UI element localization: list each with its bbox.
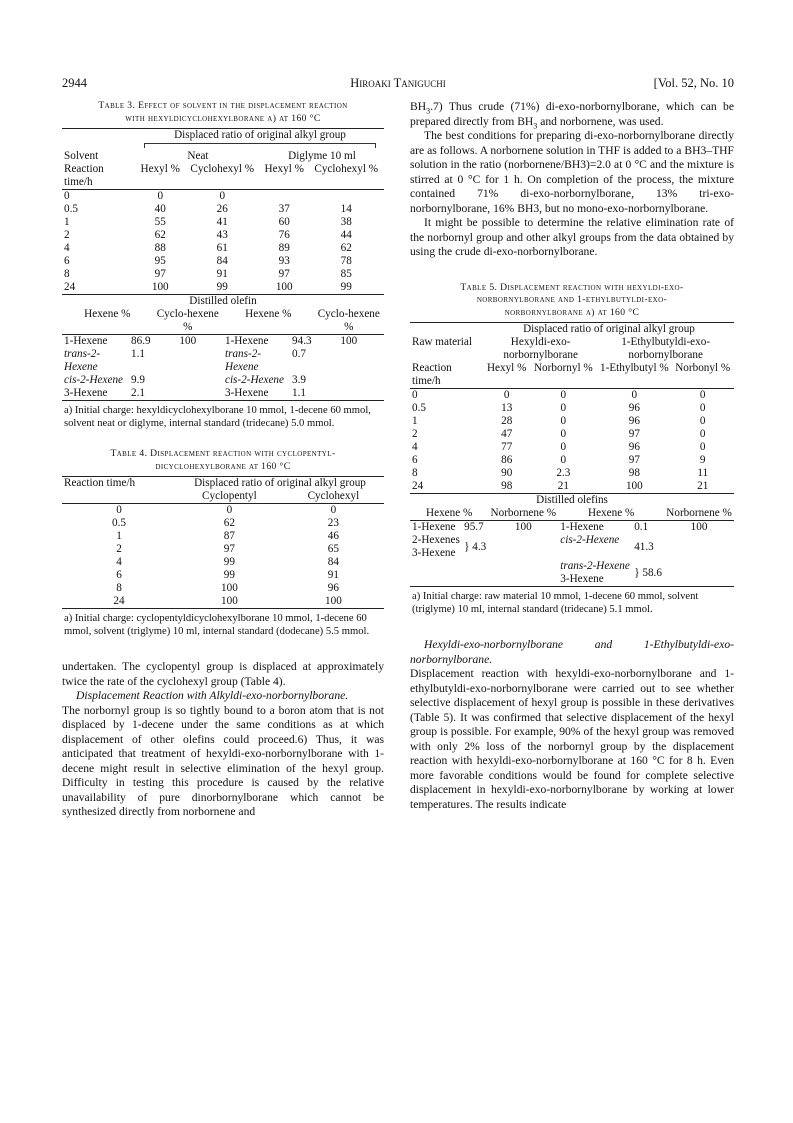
table-row: 8 100 96 bbox=[116, 582, 339, 595]
table-row: 2 97 65 bbox=[116, 543, 339, 556]
left-body-text bbox=[62, 660, 384, 820]
table-3 bbox=[62, 100, 384, 430]
table-row: 24 100 100 bbox=[62, 595, 384, 609]
table-5-caption: Table 5. Displacement reaction with hexyldi-exo- norbornylborane and 1-ethylbutyldi-exo- norbornylborane a) at 160 °C bbox=[460, 281, 684, 318]
paragraph: Displacement reaction with hexyldi-exo-norbornylborane and 1-ethylbutyldi-exo-norbornylborane were carried out to see whether selective displacement of hexyl group is possible in these derivatives (Table 5). It was confirmed that selective displacement of the hexyl group is possible. For example, 90% of the hexyl group was removed with only 2% loss of the norbornyl group by the displacement reaction with hexyldi-exo-norbornylborane at 160 °C for 8 h. Even more favorable conditions would be found for complete selective displacement in hexyldi-exo-norbornylborane by working at lower temperatures. The results indicate bbox=[410, 667, 734, 811]
table-3-footnote: a) Initial charge: hexyldicyclohexylborane 10 mmol, 1-decene 60 mmol, solvent neat or diglyme, internal standard (tridecane) 5.0 mmol. bbox=[64, 405, 371, 430]
table-4-group-header: Displaced ratio of original alkyl group bbox=[194, 477, 366, 490]
table-row: trans-2-Hexene 1.1 trans-2-Hexene 0.7 bbox=[64, 348, 306, 374]
table-row: 4 99 84 bbox=[116, 556, 339, 569]
table-5-group-header: Displaced ratio of original alkyl group bbox=[523, 323, 695, 336]
table-3-olefins: Distilled olefin Hexene % Cyclo-hexene % Hexene % Cyclo-hexene % 1-Hexene 86.9 100 1-Hexene 94.3 100 trans-2-Hexene 1.1 trans-2-Hexene 0.7 cis-2-Hexene 9.9 cis-2-Hexene 3.9 3-Hexene 2.1 3-Hexene 1.1 bbox=[62, 295, 384, 401]
table-3-caption: Table 3. Effect of solvent in the displacement reaction with hexyldicyclohexylborane a) at 160 °C bbox=[98, 100, 348, 124]
table-row: 6 99 91 bbox=[116, 569, 339, 582]
table-row: 6 95 84 93 78 bbox=[64, 255, 352, 268]
table-row: 0.5 40 26 37 14 bbox=[64, 203, 352, 216]
table-row: 3-Hexene 2.1 3-Hexene 1.1 bbox=[62, 387, 384, 401]
distilled-olefin-label: Distilled olefin bbox=[189, 295, 257, 308]
table-row: 1 87 46 bbox=[116, 530, 339, 543]
table-4-footnote: a) Initial charge: cyclopentyldicyclohexylborane 10 mmol, 1-decene 60 mmol, solvent (triglyme) 10 ml, internal standard (dodecane) 5.5 mmol. bbox=[64, 613, 370, 638]
table-row: 6 86 0 97 9 bbox=[412, 454, 706, 467]
table-5-grid: Displaced ratio of original alkyl group Raw material Hexyldi-exo-norbornylborane 1-Ethylbutyldi-exo-norbornylborane Reaction time/h Hexyl % Norbornyl % 1-Ethylbutyl % Norbonyl % 0 0 0 0 0 0.5 13 0 96 0 1 28 0 96 0 2 47 0 97 0 4 77 0 96 0 6 86 0 97 9 8 90 2.3 98 11 24 98 21 100 21 bbox=[410, 322, 734, 494]
distilled-olefins-label: Distilled olefins bbox=[536, 494, 608, 507]
table-row: 0.5 62 23 bbox=[112, 517, 339, 530]
paragraph: $BH_3.7$) Thus crude (71%) di-exo-norbornylborane, which can be prepared directly from $BH_3$ and norbornene, was used. bbox=[410, 100, 734, 130]
table-row: cis-2-Hexene 9.9 cis-2-Hexene 3.9 bbox=[64, 374, 306, 387]
paragraph: The norbornyl group is so tightly bound to a boron atom that is not displaced by 1-decene under the same conditions as at which displacement of other olefins could proceed.6) Thus, it was anticipated that treatment of hexyldi-exo-norbornylborane with 1-decene might result in selective elimination of the hexyl group. Difficulty in testing this procedure is caused by the relative unavailability of pure dinorbornylborane which cannot be synthesized directly from norbornene and bbox=[62, 703, 384, 819]
table-row: 1-Hexene 86.9 100 1-Hexene 94.3 100 bbox=[64, 335, 358, 348]
table-4-grid: Reaction time/h Displaced ratio of original alkyl group Cyclopentyl Cyclohexyl 0 0 0 0.5 62 23 1 87 46 2 97 65 4 99 84 6 99 91 8 100 96 24 100 100 bbox=[62, 476, 384, 609]
left-column bbox=[62, 100, 384, 820]
table-row: 0 0 0 0 0 bbox=[412, 389, 706, 402]
table-5 bbox=[410, 282, 734, 617]
paragraph: The best conditions for preparing di-exo-norbornylborane directly are as follows. A norbornene solution in THF is added to a BH3–THF solution in the ratio (norbornene/BH3)=2.0 at 0 °C and the mixture is stirred at 0 °C for 1 h. On completion of the process, the mixture contained 71% di-exo-norbornylborane, 13% tri-exo-norbornylborane, 16% BH3, but no mono-exo-norbornylborane. bbox=[410, 129, 734, 215]
table-row: trans-2-Hexene 3-Hexene } 58.6 bbox=[410, 560, 734, 587]
right-column bbox=[410, 100, 734, 812]
paragraph: undertaken. The cyclopentyl group is displaced at approximately twice the rate of the cyclohexyl group (Table 4). bbox=[62, 660, 384, 688]
table-row: 24 100 99 100 99 bbox=[62, 281, 384, 295]
table-row: 1 55 41 60 38 bbox=[64, 216, 352, 229]
table-row: 4 77 0 96 0 bbox=[412, 441, 706, 454]
table-row: 2 62 43 76 44 bbox=[64, 229, 352, 242]
volume-info: [Vol. 52, No. 10 bbox=[653, 76, 734, 90]
table-3-brace bbox=[144, 143, 376, 148]
running-author: Hiroaki Taniguchi bbox=[350, 76, 446, 90]
right-body-text-bottom bbox=[410, 638, 734, 812]
table-row: 0 0 0 bbox=[64, 190, 226, 203]
table-5-olefins: Distilled olefins Hexene % Norbornene % Hexene % Norbornene % 1-Hexene 95.7 100 1-Hexene 0.1 100 2-Hexenes 3-Hexene } 4.3 cis-2-Hexene 41.3 trans-2-Hexene 3-Hexene } 58.6 bbox=[410, 494, 734, 587]
table-row: 1 28 0 96 0 bbox=[412, 415, 706, 428]
table-3-group-header: Displaced ratio of original alkyl group bbox=[174, 129, 346, 142]
table-row: 4 88 61 89 62 bbox=[64, 242, 352, 255]
table-row: 8 90 2.3 98 11 bbox=[412, 467, 709, 480]
table-row: 0.5 13 0 96 0 bbox=[412, 402, 706, 415]
table-4-caption: Table 4. Displacement reaction with cyclopentyl- dicyclohexylborane at 160 °C bbox=[110, 448, 336, 472]
section-heading: Hexyldi-exo-norbornylborane and 1-Ethylbutyldi-exo-norbornylborane. bbox=[410, 638, 734, 666]
table-4 bbox=[62, 448, 384, 638]
section-heading: Displacement Reaction with Alkyldi-exo-norbornylborane. bbox=[76, 689, 349, 703]
table-5-footnote: a) Initial charge: raw material 10 mmol, 1-decene 60 mmol, solvent (triglyme) 10 ml, internal standard (tridecane) 5.1 mmol. bbox=[412, 591, 699, 616]
table-3-grid: Displaced ratio of original alkyl group Solvent Neat Diglyme 10 ml Reaction time/h Hexyl % Cyclohexyl % Hexyl % Cyclohexyl % 0 0 0 0.5 40 26 37 14 1 55 41 60 38 2 62 43 76 44 4 88 61 89 62 6 95 84 93 78 8 97 91 97 85 24 100 99 100 99 bbox=[62, 128, 384, 295]
table-row: 2 47 0 97 0 bbox=[412, 428, 706, 441]
table-row: 0 0 0 bbox=[116, 504, 337, 517]
paragraph: It might be possible to determine the relative elimination rate of the norbornyl group and other alkyl groups from the data obtained by using the crude di-exo-norbornylborane. bbox=[410, 216, 734, 258]
table-row: 2-Hexenes 3-Hexene } 4.3 cis-2-Hexene 41.3 bbox=[412, 534, 654, 560]
table-row: 8 97 91 97 85 bbox=[64, 268, 352, 281]
right-body-text-top bbox=[410, 100, 734, 260]
page-number: 2944 bbox=[62, 76, 87, 90]
table-row: 1-Hexene 95.7 100 1-Hexene 0.1 100 bbox=[412, 521, 708, 534]
table-row: 24 98 21 100 21 bbox=[410, 480, 734, 494]
page-header bbox=[62, 76, 734, 92]
